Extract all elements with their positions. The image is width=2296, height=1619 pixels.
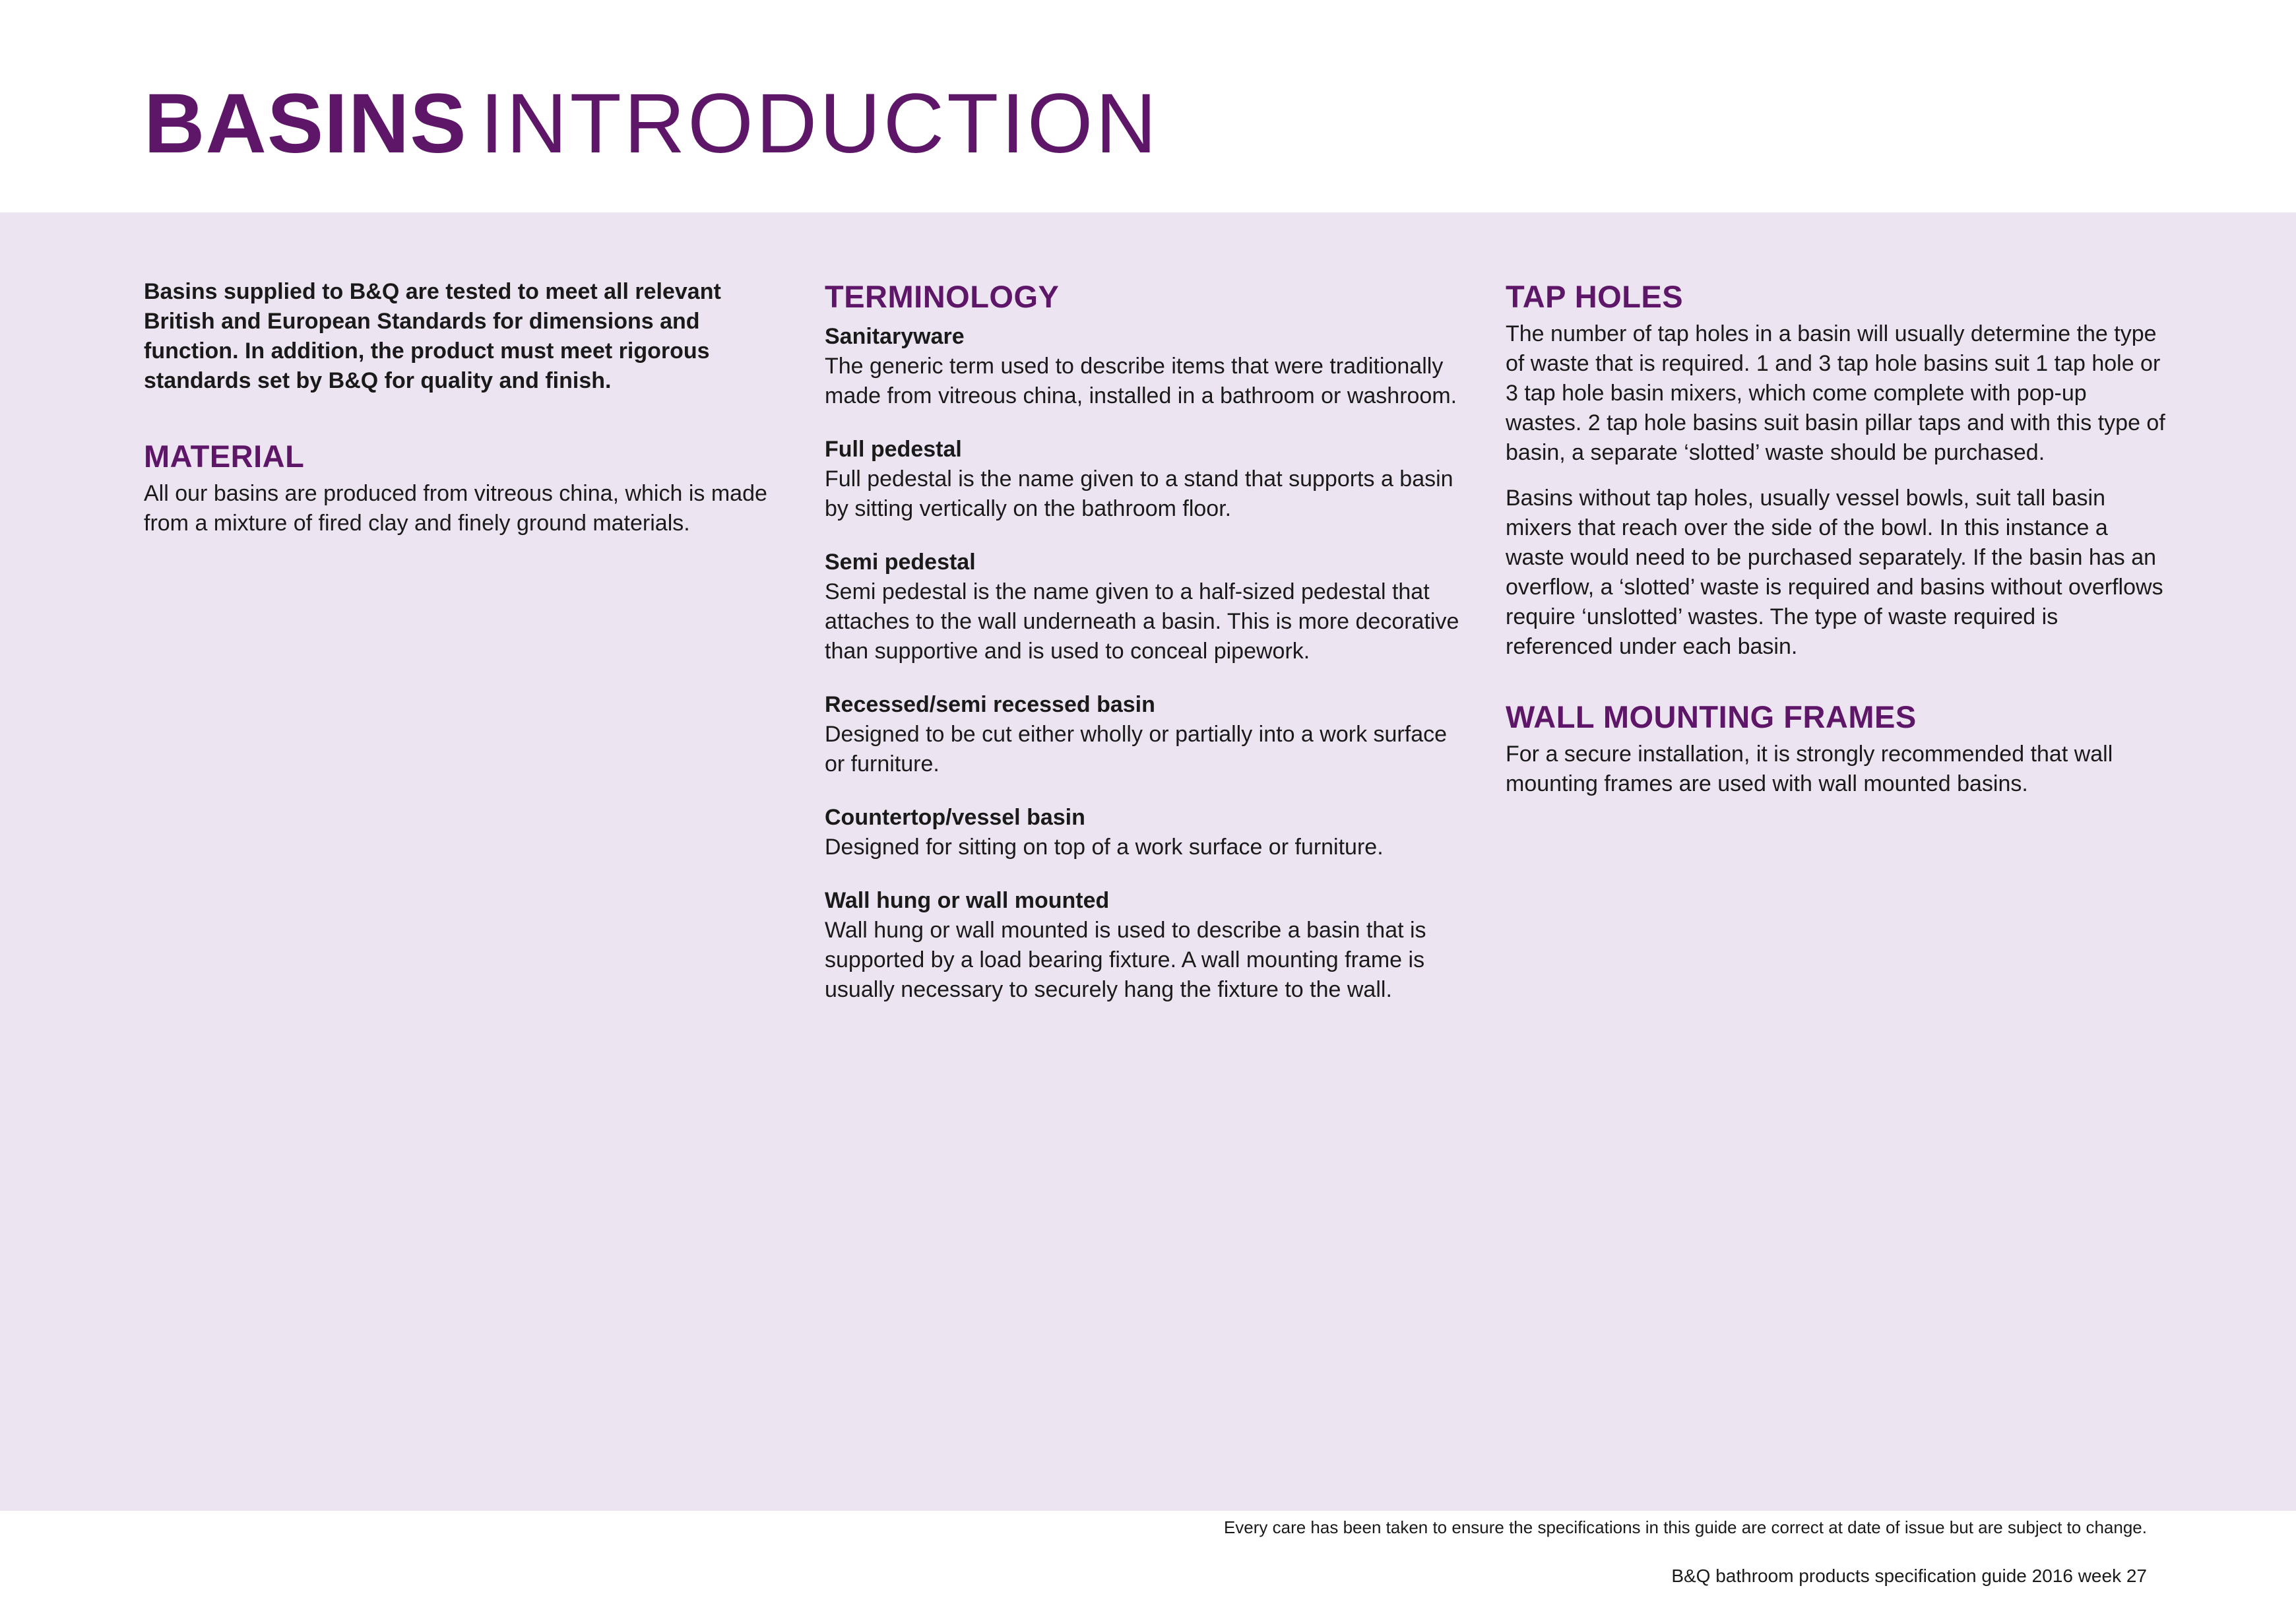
term-title: Full pedestal bbox=[825, 437, 962, 462]
wall-mounting-heading: WALL MOUNTING FRAMES bbox=[1506, 699, 1917, 734]
term-item-sanitaryware bbox=[825, 322, 1465, 411]
page-title-light: INTRODUCTION bbox=[480, 77, 1159, 171]
term-title: Recessed/semi recessed basin bbox=[825, 692, 1155, 717]
page-title-bold: BASINS bbox=[144, 77, 467, 171]
term-item-wall-hung bbox=[825, 886, 1465, 1005]
term-title: Semi pedestal bbox=[825, 550, 976, 575]
term-definition: Designed for sitting on top of a work surface or furniture. bbox=[825, 835, 1384, 860]
term-title: Countertop/vessel basin bbox=[825, 805, 1085, 830]
term-definition: Full pedestal is the name given to a stand that supports a basin by sitting vertically on the bathroom floor. bbox=[825, 466, 1453, 521]
term-item-semi-pedestal bbox=[825, 548, 1465, 666]
column-right bbox=[1506, 277, 2165, 799]
term-title: Wall hung or wall mounted bbox=[825, 888, 1110, 913]
term-item-countertop-basin bbox=[825, 803, 1465, 862]
material-heading: MATERIAL bbox=[144, 439, 305, 474]
term-definition: The generic term used to describe items that were traditionally made from vitreous china, installed in a bathroom or washroom. bbox=[825, 354, 1457, 408]
footer-disclaimer: Every care has been taken to ensure the specifications in this guide are correct at date of issue but are subject to change. bbox=[1223, 1517, 2147, 1537]
term-definition: Designed to be cut either wholly or partially into a work surface or furniture. bbox=[825, 722, 1448, 777]
term-definition: Semi pedestal is the name given to a half-sized pedestal that attaches to the wall underneath a basin. This is more decorative than supportive and is used to conceal pipework. bbox=[825, 579, 1459, 664]
wall-mounting-text: For a secure installation, it is strongly recommended that wall mounting frames are used with wall mounted basins. bbox=[1506, 742, 2113, 796]
tap-holes-paragraph: The number of tap holes in a basin will usually determine the type of waste that is required. 1 and 3 tap hole basins suit 1 tap hole or 3 tap hole basin mixers, which come complete with pop-up wastes. 2 tap hole basins suit basin pillar taps and with this type of basin, a separate ‘slotted’ waste should be purchased. bbox=[1506, 321, 2165, 465]
tap-holes-heading: TAP HOLES bbox=[1506, 279, 1684, 314]
intro-text: Basins supplied to B&Q are tested to meet all relevant British and European Standards for dimensions and function. In addition, the product must meet rigorous standards set by B&Q for quality and finish. bbox=[144, 279, 721, 393]
footer-page-reference: B&Q bathroom products specification guide 2016 week 27 bbox=[1671, 1566, 2147, 1586]
content-panel bbox=[0, 212, 2296, 1511]
term-title: Sanitaryware bbox=[825, 324, 965, 349]
page-header bbox=[0, 0, 2296, 212]
terminology-heading: TERMINOLOGY bbox=[825, 279, 1060, 314]
column-middle bbox=[825, 277, 1465, 1005]
tap-holes-paragraph: Basins without tap holes, usually vessel bowls, suit tall basin mixers that reach over the side of the bowl. In this instance a waste would need to be purchased separately. If the basin has an overflow, a ‘slotted’ waste is required and basins without overflows require ‘unslotted’ wastes. The type of waste required is referenced under each basin. bbox=[1506, 486, 2163, 659]
material-text: All our basins are produced from vitreous china, which is made from a mixture of fired clay and finely ground materials. bbox=[144, 481, 767, 536]
term-definition: Wall hung or wall mounted is used to describe a basin that is supported by a load bearing fixture. A wall mounting frame is usually necessary to securely hang the fixture to the wall. bbox=[825, 918, 1426, 1002]
page-title bbox=[144, 78, 1159, 170]
term-item-recessed-basin bbox=[825, 690, 1465, 779]
column-left bbox=[144, 277, 784, 538]
term-item-full-pedestal bbox=[825, 435, 1465, 524]
